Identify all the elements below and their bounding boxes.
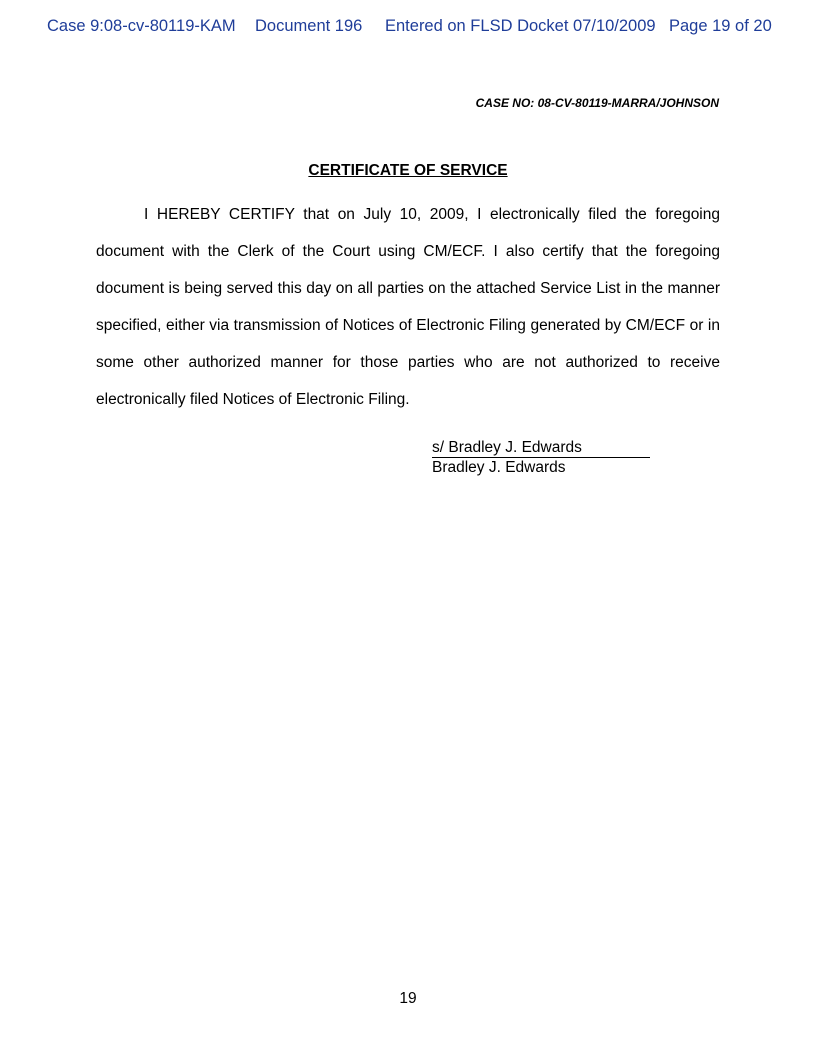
header-page-count: Page 19 of 20 <box>669 17 772 35</box>
page-number: 19 <box>399 990 417 1007</box>
header-document-number: Document 196 <box>255 17 363 35</box>
case-number-caption: CASE NO: 08-CV-80119-MARRA/JOHNSON <box>475 96 719 110</box>
signatory-name: Bradley J. Edwards <box>432 459 566 476</box>
certificate-title: CERTIFICATE OF SERVICE <box>308 162 508 179</box>
signature-block <box>432 438 650 477</box>
signature-line: s/ Bradley J. Edwards <box>432 438 650 458</box>
certificate-body: I HEREBY CERTIFY that on July 10, 2009, I electronically filed the foregoing document with the Clerk of the Court using CM/ECF. I also certify that the foregoing document is being served this day on all parties on the attached Service List in the manner specified, either via transmission of Notices of Electronic Filing generated by CM/ECF or in some other authorized manner for those parties who are not authorized to receive electronically filed Notices of Electronic Filing. <box>96 206 720 408</box>
header-entered-date: Entered on FLSD Docket 07/10/2009 <box>385 17 656 35</box>
ecf-header <box>0 17 816 39</box>
header-case-number: Case 9:08-cv-80119-KAM <box>47 17 236 35</box>
